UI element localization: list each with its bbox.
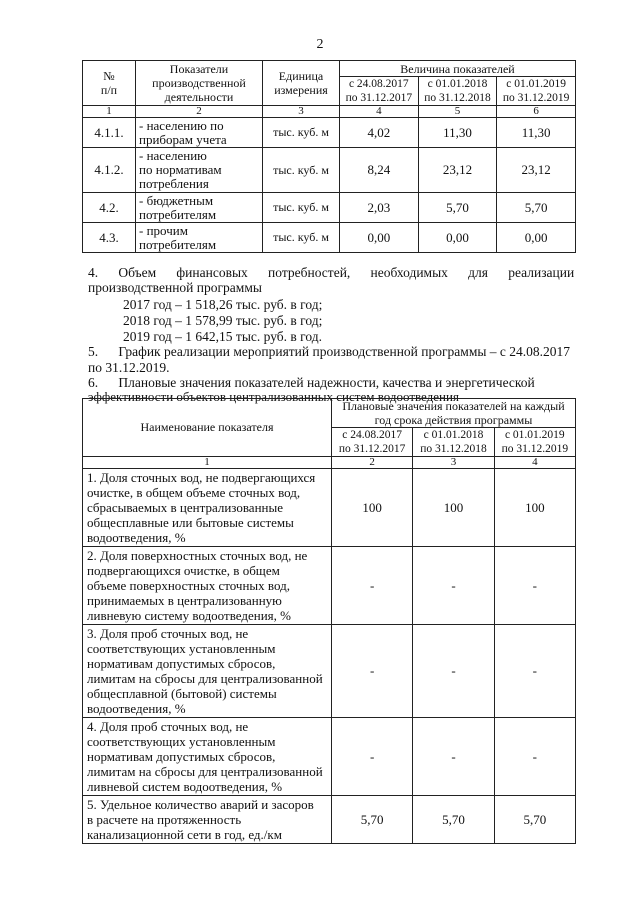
row-value-2: 5,70 <box>413 796 494 844</box>
table2-header-group: Плановые значения показателей на каждый год срока действия программы <box>332 399 576 428</box>
row-name: 4. Доля проб сточных вод, не соответствующих установленным нормативам допустимых сбросов, лимитам на сбросы для централизованной ливневой систем водоотведения, % <box>83 718 332 796</box>
row-value-1: 5,70 <box>332 796 413 844</box>
table-row <box>83 118 576 148</box>
row-name: - прочим потребителям <box>136 223 263 253</box>
section6-line2: эффективности объектов централизованных систем водоотведения <box>88 389 459 404</box>
table-row <box>83 796 576 844</box>
table1-header-period-1: с 24.08.2017 по 31.12.2017 <box>340 77 419 106</box>
table1-index-cell: 6 <box>497 106 576 118</box>
table2-header-period-3: с 01.01.2019 по 31.12.2019 <box>494 428 575 457</box>
table2-index-row <box>83 457 576 469</box>
row-value-2: - <box>413 718 494 796</box>
row-value-2: 0,00 <box>418 223 497 253</box>
row-name: 2. Доля поверхностных сточных вод, не подвергающихся очистке, в общем объеме поверхностных сточных вод, принимаемых в централизованную ливневую систему водоотведения, % <box>83 547 332 625</box>
table2-header-row <box>83 399 576 428</box>
row-value-1: 100 <box>332 469 413 547</box>
row-name: - населению по нормативам потребления <box>136 148 263 193</box>
table1-header-num: № п/п <box>83 61 136 106</box>
row-unit: тыс. куб. м <box>263 193 340 223</box>
row-unit: тыс. куб. м <box>263 223 340 253</box>
row-number: 4.1.1. <box>83 118 136 148</box>
section4-year-2019: 2019 год – 1 642,15 тыс. руб. в год. <box>123 329 322 344</box>
table1-header-name: Показатели производственной деятельности <box>136 61 263 106</box>
table1-index-cell: 5 <box>418 106 497 118</box>
table-row <box>83 193 576 223</box>
table2-index-cell: 1 <box>83 457 332 469</box>
row-value-2: 23,12 <box>418 148 497 193</box>
row-number: 4.3. <box>83 223 136 253</box>
row-value-2: - <box>413 547 494 625</box>
row-unit: тыс. куб. м <box>263 148 340 193</box>
table1-index-cell: 2 <box>136 106 263 118</box>
row-value-3: 11,30 <box>497 118 576 148</box>
page-number: 2 <box>316 37 324 52</box>
table-row <box>83 547 576 625</box>
row-value-3: 0,00 <box>497 223 576 253</box>
table-row <box>83 718 576 796</box>
table2-header-period-2: с 01.01.2018 по 31.12.2018 <box>413 428 494 457</box>
table-row <box>83 469 576 547</box>
section5-line1: 5. График реализации мероприятий производственной программы – с 24.08.2017 <box>88 344 571 359</box>
row-value-1: 0,00 <box>340 223 419 253</box>
table1-header-value-group: Величина показателей <box>340 61 576 77</box>
section4-year-2017: 2017 год – 1 518,26 тыс. руб. в год; <box>123 297 323 312</box>
table1-header-unit: Единица измерения <box>263 61 340 106</box>
table2-index-cell: 3 <box>413 457 494 469</box>
row-value-3: 5,70 <box>497 193 576 223</box>
table2-header-name: Наименование показателя <box>83 399 332 457</box>
row-value-2: 5,70 <box>418 193 497 223</box>
table1-header-row <box>83 61 576 77</box>
row-value-3: - <box>494 718 575 796</box>
row-value-3: - <box>494 625 575 718</box>
row-value-3: 5,70 <box>494 796 575 844</box>
table-row <box>83 223 576 253</box>
row-number: 4.2. <box>83 193 136 223</box>
row-value-1: 2,03 <box>340 193 419 223</box>
table1-index-cell: 3 <box>263 106 340 118</box>
row-value-2: - <box>413 625 494 718</box>
table-row <box>83 148 576 193</box>
row-value-3: 23,12 <box>497 148 576 193</box>
section4-line1: 4. Объем финансовых потребностей, необходимых для реализации <box>88 265 575 280</box>
section5-line2: по 31.12.2019. <box>88 360 170 375</box>
table2-index-cell: 4 <box>494 457 575 469</box>
row-name: - бюджетным потребителям <box>136 193 263 223</box>
table1-index-row <box>83 106 576 118</box>
section4-line2: производственной программы <box>88 280 262 295</box>
row-value-1: - <box>332 718 413 796</box>
table1-index-cell: 1 <box>83 106 136 118</box>
row-value-1: - <box>332 547 413 625</box>
row-name: 5. Удельное количество аварий и засоров в расчете на протяженность канализационной сети в год, ед./км <box>83 796 332 844</box>
row-value-3: 100 <box>494 469 575 547</box>
row-value-1: 8,24 <box>340 148 419 193</box>
row-value-3: - <box>494 547 575 625</box>
row-number: 4.1.2. <box>83 148 136 193</box>
row-unit: тыс. куб. м <box>263 118 340 148</box>
table2-index-cell: 2 <box>332 457 413 469</box>
production-indicators-table <box>82 60 576 253</box>
table1-header-period-3: с 01.01.2019 по 31.12.2019 <box>497 77 576 106</box>
row-name: 1. Доля сточных вод, не подвергающихся очистке, в общем объеме сточных вод, сбрасываемых в централизованные общесплавные или бытовые системы водоотведения, % <box>83 469 332 547</box>
row-value-1: 4,02 <box>340 118 419 148</box>
row-name: - населению по приборам учета <box>136 118 263 148</box>
table1-header-period-2: с 01.01.2018 по 31.12.2018 <box>418 77 497 106</box>
row-value-2: 11,30 <box>418 118 497 148</box>
section4-year-2018: 2018 год – 1 578,99 тыс. руб. в год; <box>123 313 323 328</box>
table2-header-period-1: с 24.08.2017 по 31.12.2017 <box>332 428 413 457</box>
section6-line1: 6. Плановые значения показателей надежности, качества и энергетической <box>88 375 535 390</box>
row-value-2: 100 <box>413 469 494 547</box>
table1-index-cell: 4 <box>340 106 419 118</box>
row-name: 3. Доля проб сточных вод, не соответствующих установленным нормативам допустимых сбросов, лимитам на сбросы для централизованной общесплавной (бытовой) системы водоотведения, % <box>83 625 332 718</box>
table-row <box>83 625 576 718</box>
reliability-indicators-table <box>82 398 576 844</box>
row-value-1: - <box>332 625 413 718</box>
